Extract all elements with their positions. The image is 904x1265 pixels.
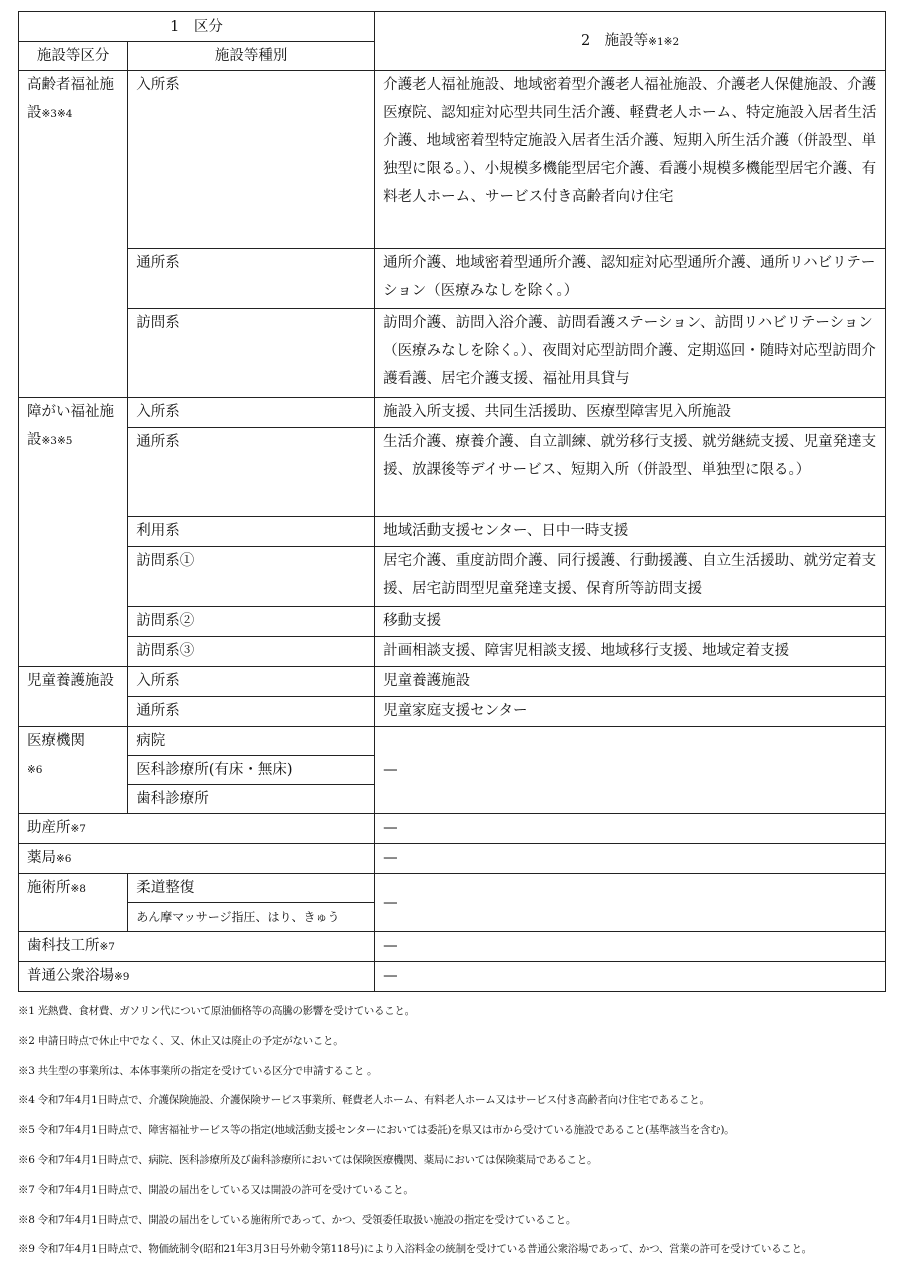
disability-homon3-type: 訪問系③ [128,637,375,667]
footnote: ※1 光熱費、食材費、ガソリン代について原油価格等の高騰の影響を受けていること。 [18,1005,415,1017]
bath-category: 普通公衆浴場※9 [19,962,375,992]
section2-footnote-mark: ※1※2 [648,35,680,48]
child-nyusho-type: 入所系 [128,667,375,697]
section2-header: 2 施設等※1※2 [375,12,886,71]
practice-desc: — [375,874,886,932]
midwife-category: 助産所※7 [19,814,375,844]
practice-judo-type: 柔道整復 [128,874,375,903]
facility-table [18,11,886,992]
midwife-desc: — [375,814,886,844]
disability-homon2-type: 訪問系② [128,607,375,637]
disability-tsusho-type: 通所系 [128,428,375,517]
dentallab-category: 歯科技工所※7 [19,932,375,962]
type-column-header: 施設等種別 [128,42,375,71]
elderly-tsusho-desc: 通所介護、地域密着型通所介護、認知症対応型通所介護、通所リハビリテーション（医療みなしを除く。） [375,249,886,309]
medical-desc: — [375,727,886,814]
medical-dental-type: 歯科診療所 [128,785,375,814]
child-tsusho-desc: 児童家庭支援センター [375,697,886,727]
footnote: ※5 令和7年4月1日時点で、障害福祉サービス等の指定(地域活動支援センターにおいては委託)を県又は市から受けている施設であること(基準該当を含む)。 [18,1124,735,1137]
elderly-tsusho-type: 通所系 [128,249,375,309]
bath-desc: — [375,962,886,992]
child-category: 児童養護施設 [19,667,128,727]
child-nyusho-desc: 児童養護施設 [375,667,886,697]
elderly-category: 高齢者福祉施設※3※4 [19,71,128,398]
footnote: ※2 申請日時点で休止中でなく、又、休止又は廃止の予定がないこと。 [18,1034,344,1047]
disability-category: 障がい福祉施設※3※5 [19,398,128,667]
disability-homon2-desc: 移動支援 [375,607,886,637]
medical-clinic-type: 医科診療所(有床・無床) [128,756,375,785]
pharmacy-category: 薬局※6 [19,844,375,874]
medical-category: 医療機関 ※6 [19,727,128,814]
disability-homon3-desc: 計画相談支援、障害児相談支援、地域移行支援、地域定着支援 [375,637,886,667]
footnote: ※4 令和7年4月1日時点で、介護保険施設、介護保険サービス事業所、軽費老人ホーム、有料老人ホーム又はサービス付き高齢者向け住宅であること。 [18,1094,710,1107]
disability-nyusho-type: 入所系 [128,398,375,428]
elderly-homon-desc: 訪問介護、訪問入浴介護、訪問看護ステーション、訪問リハビリテーション（医療みなしを除く。）、夜間対応型訪問介護、定期巡回・随時対応型訪問介護看護、居宅介護支援、福祉用具貸与 [375,309,886,398]
practice-category: 施術所※8 [19,874,128,932]
footnote: ※6 令和7年4月1日時点で、病院、医科診療所及び歯科診療所においては保険医療機関、薬局においては保険薬局であること。 [18,1153,598,1166]
disability-riyo-desc: 地域活動支援センター、日中一時支援 [375,517,886,547]
footnote: ※9 令和7年4月1日時点で、物価統制令(昭和21年3月3日号外勅令第118号)により入浴料金の統制を受けている普通公衆浴場であって、かつ、営業の許可を受けていること。 [18,1243,812,1256]
practice-massage-type: あん摩マッサージ指圧、はり、きゅう [128,903,375,932]
pharmacy-desc: — [375,844,886,874]
disability-nyusho-desc: 施設入所支援、共同生活援助、医療型障害児入所施設 [375,398,886,428]
disability-homon1-type: 訪問系① [128,547,375,607]
medical-hospital-type: 病院 [128,727,375,756]
elderly-nyusho-desc: 介護老人福祉施設、地域密着型介護老人福祉施設、介護老人保健施設、介護医療院、認知症対応型共同生活介護、軽費老人ホーム、特定施設入居者生活介護、地域密着型特定施設入居者生活介護、短期入所生活介護（併設型、単独型に限る。）、小規模多機能型居宅介護、看護小規模多機能型居宅介護、有料老人ホーム、サービス付き高齢者向け住宅 [375,71,886,249]
footnote: ※3 共生型の事業所は、本体事業所の指定を受けている区分で申請すること 。 [18,1064,378,1077]
footnotes [18,997,886,1265]
footnote: ※8 令和7年4月1日時点で、開設の届出をしている施術所であって、かつ、受領委任取扱い施設の指定を受けていること。 [18,1213,577,1226]
dentallab-desc: — [375,932,886,962]
section1-header: 1 区分 [19,12,375,42]
elderly-nyusho-type: 入所系 [128,71,375,249]
child-tsusho-type: 通所系 [128,697,375,727]
footnote: ※7 令和7年4月1日時点で、開設の届出をしている又は開設の許可を受けていること。 [18,1183,414,1196]
disability-riyo-type: 利用系 [128,517,375,547]
category-column-header: 施設等区分 [19,42,128,71]
disability-homon1-desc: 居宅介護、重度訪問介護、同行援護、行動援護、自立生活援助、就労定着支援、居宅訪問型児童発達支援、保育所等訪問支援 [375,547,886,607]
elderly-homon-type: 訪問系 [128,309,375,398]
disability-tsusho-desc: 生活介護、療養介護、自立訓練、就労移行支援、就労継続支援、児童発達支援、放課後等デイサービス、短期入所（併設型、単独型に限る。） [375,428,886,517]
